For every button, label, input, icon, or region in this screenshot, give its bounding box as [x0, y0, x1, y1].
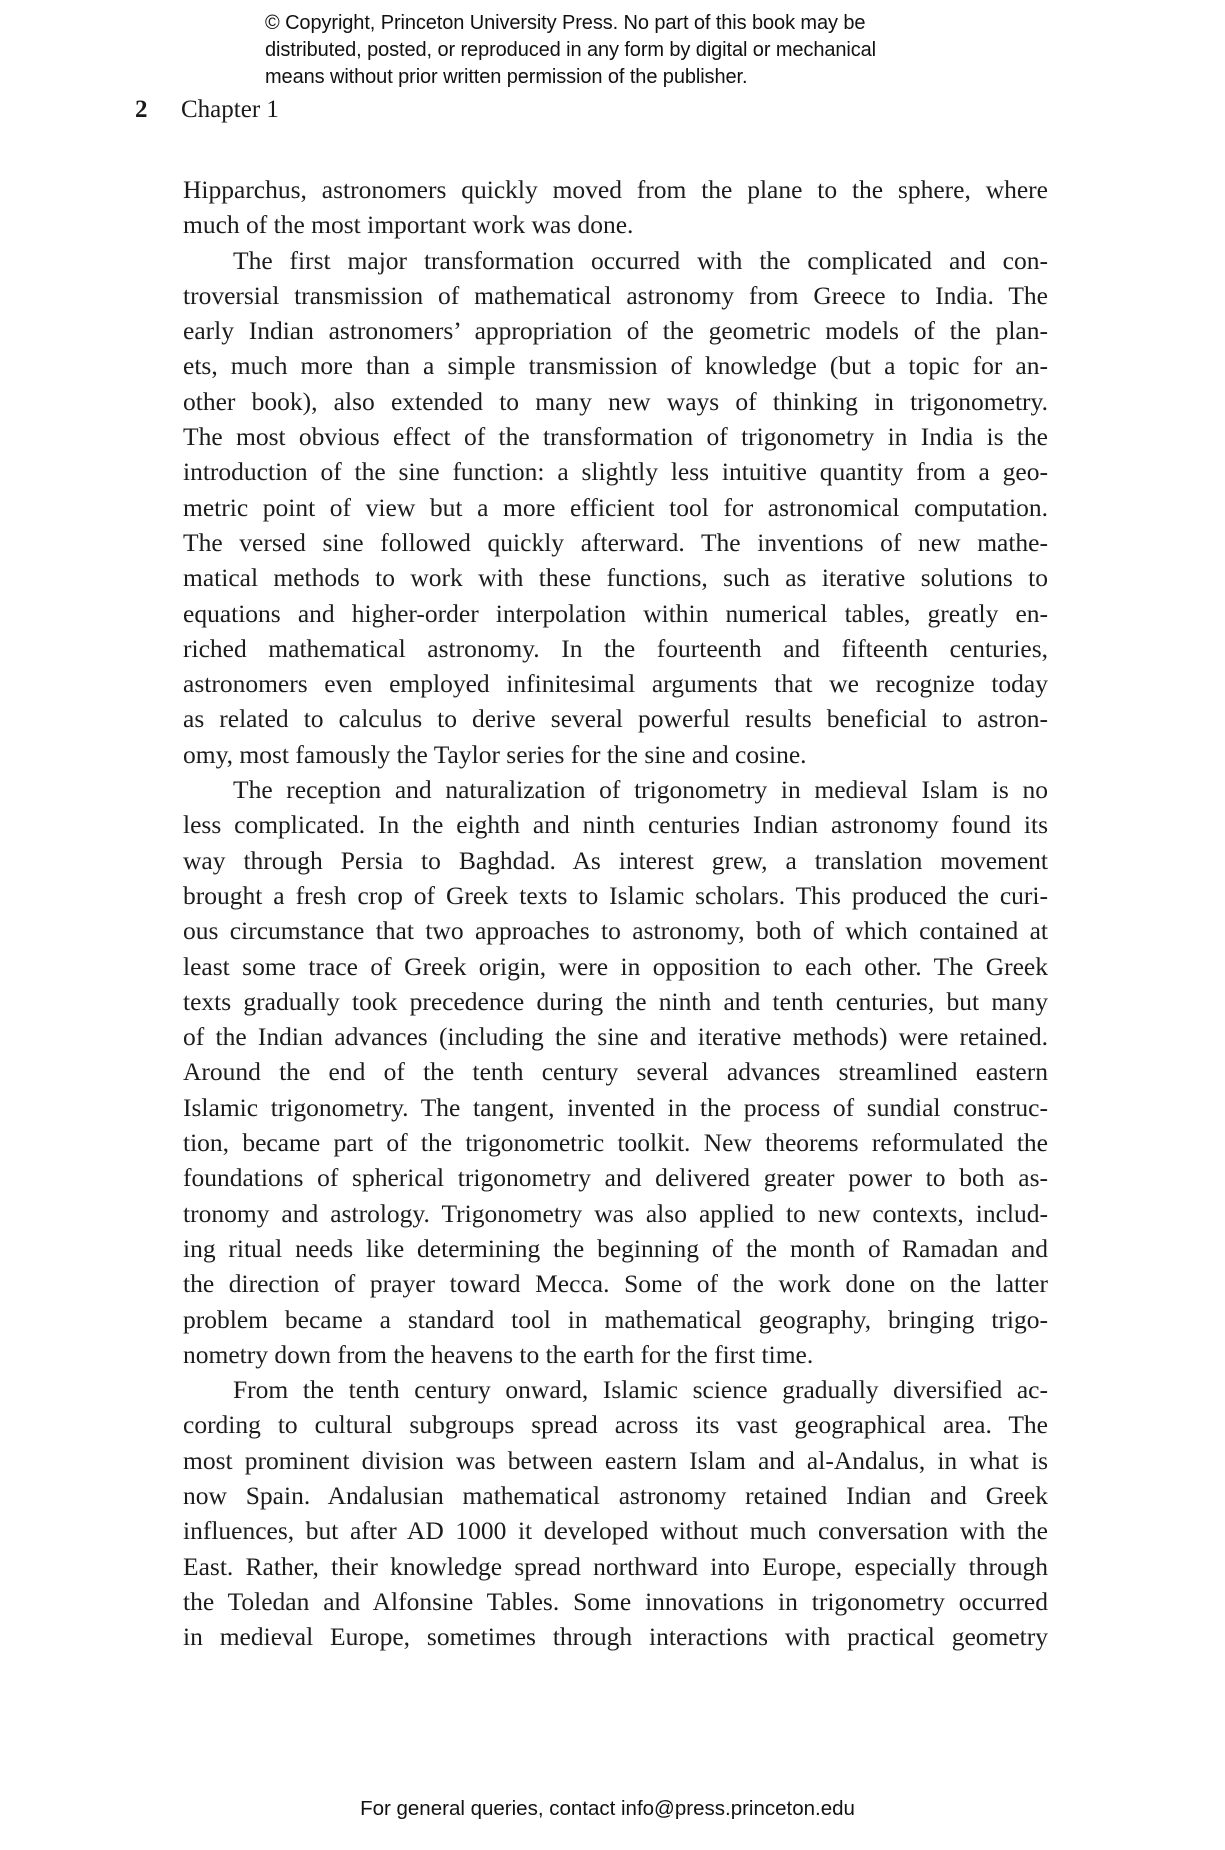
text-line: tion, became part of the trigonometric toolkit. New theorems reformulated the	[183, 1128, 1048, 1158]
text-line: astronomers even employed infinitesimal arguments that we recognize today	[183, 669, 1048, 699]
text-line: East. Rather, their knowledge spread northward into Europe, especially through	[183, 1551, 1048, 1581]
text-line: least some trace of Greek origin, were in opposition to each other. The Greek	[183, 951, 1048, 981]
text-line: less complicated. In the eighth and ninth centuries Indian astronomy found its	[183, 810, 1048, 840]
footer-contact	[0, 1795, 1225, 1823]
text-line: in medieval Europe, sometimes through interactions with practical geometry	[183, 1622, 1048, 1652]
copyright-line: distributed, posted, or reproduced in any form by digital or mechanical	[265, 39, 877, 61]
text-line: ous circumstance that two approaches to astronomy, both of which contained at	[183, 916, 1048, 946]
footer-text: For general queries, contact info@press.princeton.edu	[360, 1797, 855, 1820]
text-line: much of the most important work was done.	[183, 210, 634, 240]
text-line: texts gradually took precedence during the ninth and tenth centuries, but many	[183, 986, 1048, 1016]
text-line: metric point of view but a more efficient tool for astronomical computation.	[183, 492, 1048, 522]
text-line: equations and higher-order interpolation within numerical tables, greatly en-	[183, 598, 1048, 628]
text-line: tronomy and astrology. Trigonometry was also applied to new contexts, includ-	[183, 1198, 1048, 1228]
text-line: Around the end of the tenth century several advances streamlined eastern	[183, 1057, 1048, 1087]
text-line: The versed sine followed quickly afterward. The inventions of new mathe-	[183, 527, 1048, 557]
text-line: The first major transformation occurred with the complicated and con-	[233, 245, 1048, 275]
text-line: the direction of prayer toward Mecca. Some of the work done on the latter	[183, 1269, 1048, 1299]
text-line: early Indian astronomers’ appropriation of the geometric models of the plan-	[183, 316, 1048, 346]
text-line: From the tenth century onward, Islamic science gradually diversified ac-	[233, 1375, 1048, 1405]
text-line: omy, most famously the Taylor series for the sine and cosine.	[183, 739, 807, 769]
text-line: ing ritual needs like determining the beginning of the month of Ramadan and	[183, 1233, 1048, 1263]
text-line: the Toledan and Alfonsine Tables. Some innovations in trigonometry occurred	[183, 1586, 1048, 1616]
text-line: cording to cultural subgroups spread across its vast geographical area. The	[183, 1410, 1048, 1440]
text-line: Hipparchus, astronomers quickly moved from the plane to the sphere, where	[183, 175, 1048, 204]
text-line: most prominent division was between eastern Islam and al-Andalus, in what is	[183, 1445, 1048, 1475]
text-line: now Spain. Andalusian mathematical astronomy retained Indian and Greek	[183, 1480, 1048, 1510]
page-number: 2	[135, 96, 148, 123]
text-line: ets, much more than a simple transmission of knowledge (but a topic for an-	[183, 351, 1048, 381]
text-line: introduction of the sine function: a slightly less intuitive quantity from a geo-	[183, 457, 1048, 487]
text-line: The reception and naturalization of trigonometry in medieval Islam is no	[233, 775, 1048, 805]
text-line: brought a fresh crop of Greek texts to Islamic scholars. This produced the curi-	[183, 880, 1048, 910]
running-head	[135, 95, 279, 125]
chapter-title: Chapter 1	[181, 96, 279, 123]
body-text	[183, 172, 1048, 1654]
text-line: problem became a standard tool in mathematical geography, bringing trigo-	[183, 1304, 1048, 1334]
text-line: The most obvious effect of the transformation of trigonometry in India is the	[183, 422, 1048, 452]
text-line: matical methods to work with these functions, such as iterative solutions to	[183, 563, 1048, 593]
text-line: of the Indian advances (including the sine and iterative methods) were retained.	[183, 1022, 1048, 1052]
copyright-notice	[265, 10, 985, 91]
copyright-line: means without prior written permission of the publisher.	[265, 66, 748, 88]
text-line: as related to calculus to derive several powerful results beneficial to astron-	[183, 704, 1048, 734]
text-line: Islamic trigonometry. The tangent, invented in the process of sundial construc-	[183, 1092, 1048, 1122]
text-line: way through Persia to Baghdad. As interest grew, a translation movement	[183, 845, 1048, 875]
text-line: riched mathematical astronomy. In the fourteenth and fifteenth centuries,	[183, 633, 1048, 663]
text-line: foundations of spherical trigonometry and delivered greater power to both as-	[183, 1163, 1048, 1193]
copyright-line: © Copyright, Princeton University Press. No part of this book may be	[265, 12, 866, 34]
text-line: nometry down from the heavens to the earth for the first time.	[183, 1339, 814, 1369]
text-line: troversial transmission of mathematical astronomy from Greece to India. The	[183, 280, 1048, 310]
text-line: influences, but after AD 1000 it developed without much conversation with the	[183, 1516, 1048, 1546]
text-line: other book), also extended to many new ways of thinking in trigonometry.	[183, 386, 1048, 416]
